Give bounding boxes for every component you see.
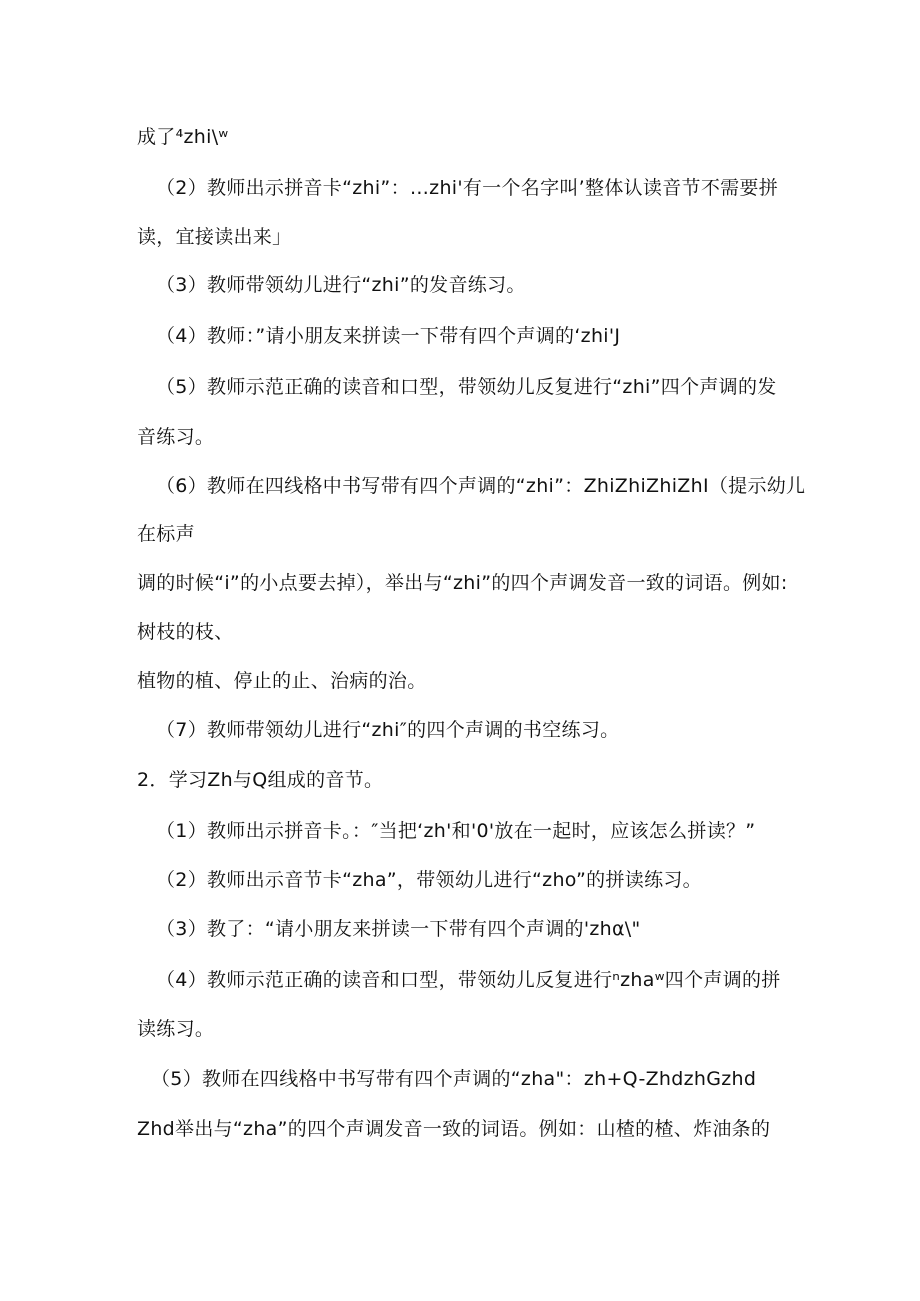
text-line: （3）教师带领幼儿进行“zhi”的发音练习。 xyxy=(156,274,526,296)
text-line: 读练习。 xyxy=(137,1018,215,1040)
text-line: （5）教师示范正确的读音和口型，带领幼儿反复进行“zhi”四个声调的发 xyxy=(156,376,777,398)
text-line: （2）教师出示拼音卡“zhi”：…zhi'有一个名字叫’整体认读音节不需要拼 xyxy=(156,177,779,199)
text-line: （4）教师示范正确的读音和口型，带领幼儿反复进行ⁿzhaʷ四个声调的拼 xyxy=(156,969,781,991)
section-heading: 2．学习Zh与Q组成的音节。 xyxy=(137,769,384,791)
text-line: （4）教师：”请小朋友来拼读一下带有四个声调的‘zhi'J xyxy=(156,325,621,347)
text-line: 调的时候“i”的小点要去掉），举出与“zhi”的四个声调发音一致的词语。例如: xyxy=(137,572,788,594)
text-line: 在标声 xyxy=(137,523,195,545)
text-line: （3）教了：“请小朋友来拼读一下带有四个声调的'zhα\" xyxy=(156,918,641,940)
text-line: 读，宜接读出来」 xyxy=(137,226,292,248)
text-line: （2）教师出示音节卡“zha”，带领幼儿进行“zho”的拼读练习。 xyxy=(156,869,702,891)
text-line: （7）教师带领幼儿进行“zhi″的四个声调的书空练习。 xyxy=(156,719,620,741)
text-line: （5）教师在四线格中书写带有四个声调的“zha"：zh+Q-ZhdzhGzhd xyxy=(151,1068,757,1090)
text-line: 成了⁴zhi\ʷ xyxy=(137,126,229,148)
text-line: 树枝的枝、 xyxy=(137,621,234,643)
text-line: 植物的植、停止的止、治病的治。 xyxy=(137,670,427,692)
text-line: （6）教师在四线格中书写带有四个声调的“zhi”：ZhiZhiZhiZhI（提示幼儿 xyxy=(156,475,806,497)
text-line: 音练习。 xyxy=(137,426,215,448)
text-line: （1）教师出示拼音卡。：″当把‘zh'和'0'放在一起时，应该怎么拼读？” xyxy=(156,820,756,842)
text-line: Zhd举出与“zha”的四个声调发音一致的词语。例如：山楂的楂、炸油条的 xyxy=(137,1118,771,1140)
